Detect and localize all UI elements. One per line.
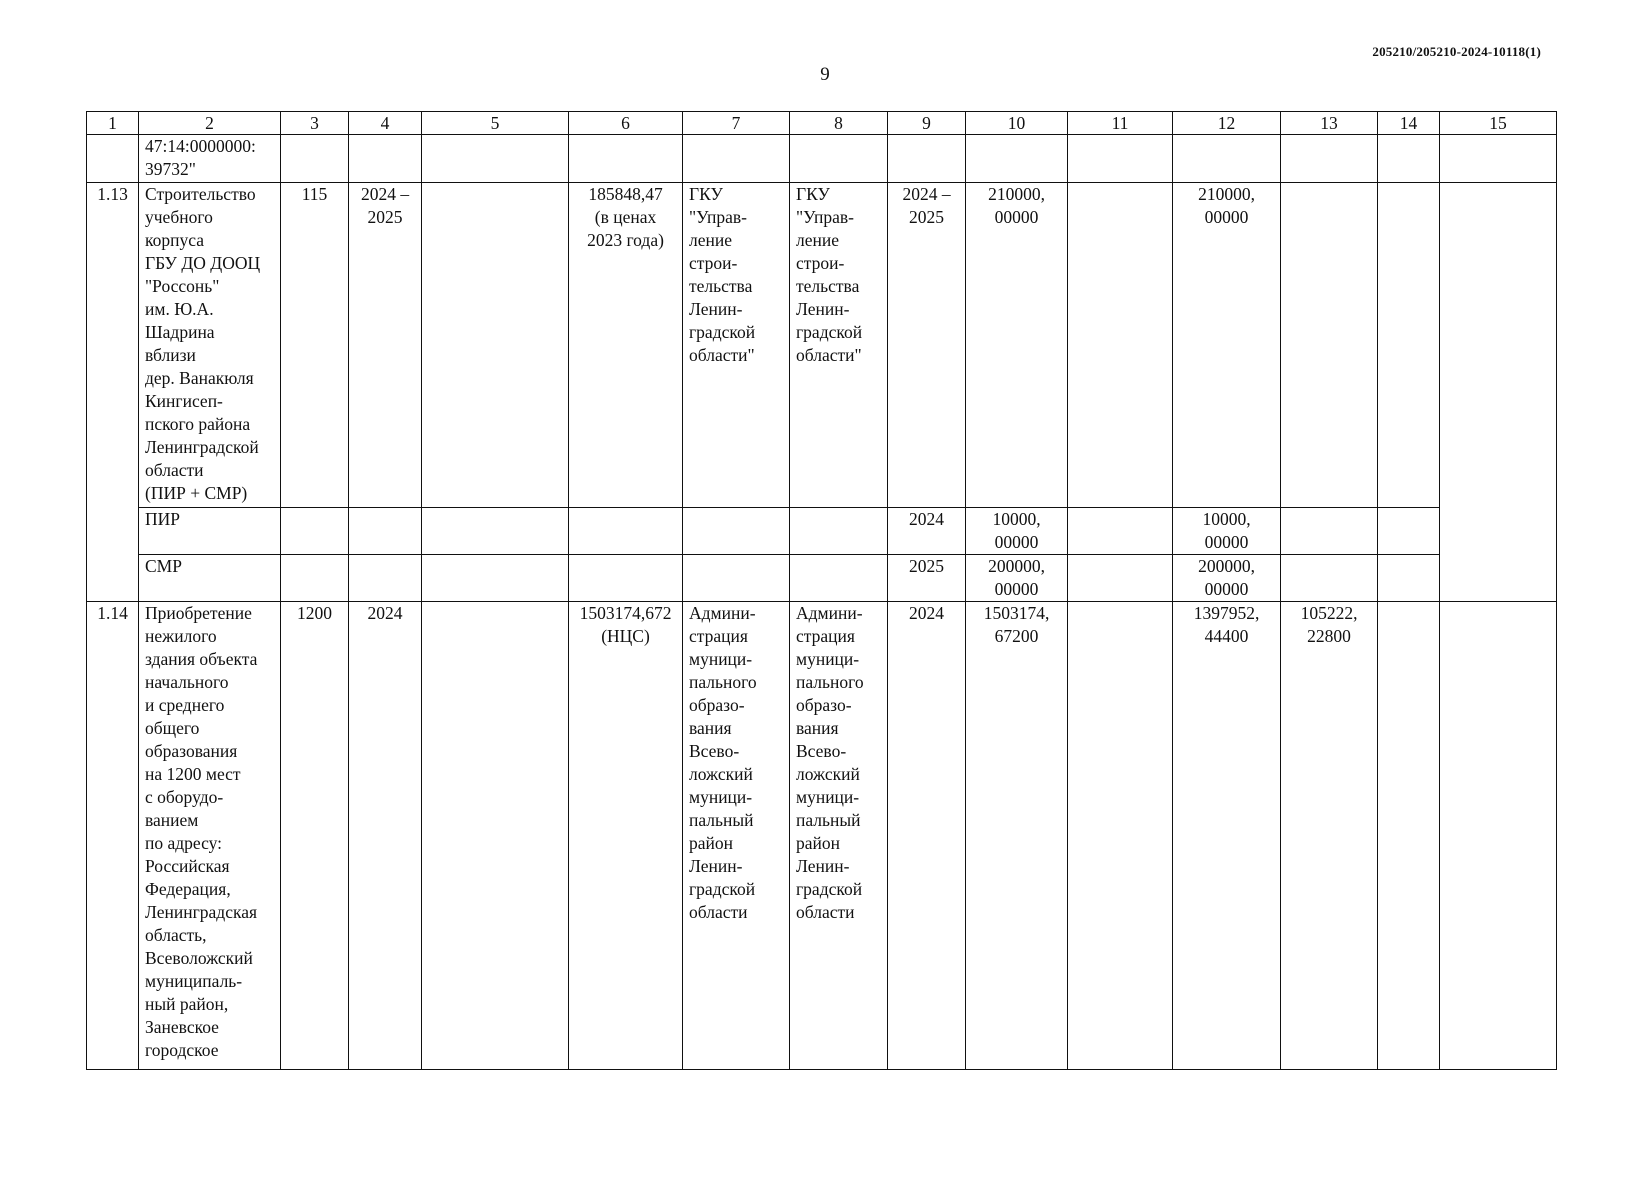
cell (281, 135, 349, 183)
cell (1068, 135, 1173, 183)
column-number: 1 (87, 112, 139, 135)
cell (87, 555, 139, 602)
object-name-cell: 47:14:0000000: 39732" (139, 135, 281, 183)
column-number: 9 (888, 112, 966, 135)
column-number: 11 (1068, 112, 1173, 135)
cell (790, 135, 888, 183)
cell (422, 602, 569, 1070)
cell (1281, 135, 1378, 183)
customer-cell: ГКУ "Управ- ление строи- тельства Ленин- градской области" (683, 183, 790, 508)
cell (1378, 555, 1440, 602)
cell (683, 508, 790, 555)
cell (1378, 183, 1440, 508)
period-cell: 2024 (349, 602, 422, 1070)
cell (1281, 508, 1378, 555)
table-row (87, 602, 1557, 1070)
cell (87, 135, 139, 183)
cell (1440, 183, 1557, 508)
cell (281, 555, 349, 602)
table-row (87, 183, 1557, 508)
cell (683, 135, 790, 183)
row-number-cell: 1.14 (87, 602, 139, 1070)
cell (1378, 508, 1440, 555)
developer-cell: ГКУ "Управ- ление строи- тельства Ленин- градской области" (790, 183, 888, 508)
page-number: 9 (820, 64, 830, 85)
cell (569, 508, 683, 555)
column-number-row (87, 112, 1557, 135)
capacity-cell: 1200 (281, 602, 349, 1070)
capacity-cell: 115 (281, 183, 349, 508)
cell (1281, 183, 1378, 508)
column-number: 10 (966, 112, 1068, 135)
regional-budget-cell: 210000, 00000 (1173, 183, 1281, 508)
data-table (86, 111, 1557, 1070)
total-cell: 10000, 00000 (966, 508, 1068, 555)
total-cell: 1503174, 67200 (966, 602, 1068, 1070)
cell (1440, 602, 1557, 1070)
object-name-cell: Строительство учебного корпуса ГБУ ДО ДООЦ "Россонь" им. Ю.А. Шадрина вблизи дер. Ванакюля Кингисеп- пского района Ленинградской области (ПИР + СМР) (139, 183, 281, 508)
year-cell: 2024 (888, 508, 966, 555)
period-cell: 2024 – 2025 (349, 183, 422, 508)
cell (569, 555, 683, 602)
row-number-cell: 1.13 (87, 183, 139, 508)
year-cell: 2024 – 2025 (888, 183, 966, 508)
column-number: 12 (1173, 112, 1281, 135)
cell (349, 508, 422, 555)
cell (569, 135, 683, 183)
cell (1173, 135, 1281, 183)
total-cell: 200000, 00000 (966, 555, 1068, 602)
cost-cell: 1503174,672 (НЦС) (569, 602, 683, 1070)
cell (1281, 555, 1378, 602)
cell (1440, 508, 1557, 555)
cell (1440, 135, 1557, 183)
cell (790, 508, 888, 555)
stage-label-cell: СМР (139, 555, 281, 602)
cell (349, 555, 422, 602)
cell (1068, 183, 1173, 508)
cell (422, 508, 569, 555)
cell (966, 135, 1068, 183)
cell (281, 508, 349, 555)
regional-budget-cell: 10000, 00000 (1173, 508, 1281, 555)
cell (87, 508, 139, 555)
table-row (87, 135, 1557, 183)
document-id: 205210/205210-2024-10118(1) (1372, 44, 1541, 59)
column-number: 2 (139, 112, 281, 135)
column-number: 7 (683, 112, 790, 135)
column-number: 13 (1281, 112, 1378, 135)
cell (1068, 508, 1173, 555)
cell (422, 135, 569, 183)
cell (888, 135, 966, 183)
cell (422, 555, 569, 602)
column-number: 14 (1378, 112, 1440, 135)
object-name-cell: Приобретение нежилого здания объекта начального и среднего общего образования на 1200 мест с оборудо- ванием по адресу: Российская Федерация, Ленинградская область, Всеволожский муниципаль- ный район, Заневское городское (139, 602, 281, 1070)
table-row (87, 508, 1557, 555)
customer-cell: Админи- страция муници- пального образо- вания Всево- ложский муници- пальный район Ленин- градской области (683, 602, 790, 1070)
stage-label-cell: ПИР (139, 508, 281, 555)
total-cell: 210000, 00000 (966, 183, 1068, 508)
cell (349, 135, 422, 183)
cell (683, 555, 790, 602)
year-cell: 2024 (888, 602, 966, 1070)
cell (1068, 555, 1173, 602)
cell (1440, 555, 1557, 602)
cell (1378, 602, 1440, 1070)
cost-cell: 185848,47 (в ценах 2023 года) (569, 183, 683, 508)
cell (1068, 602, 1173, 1070)
regional-budget-cell: 200000, 00000 (1173, 555, 1281, 602)
developer-cell: Админи- страция муници- пального образо- вания Всево- ложский муници- пальный район Ленин- градской области (790, 602, 888, 1070)
column-number: 3 (281, 112, 349, 135)
local-budget-cell: 105222, 22800 (1281, 602, 1378, 1070)
column-number: 8 (790, 112, 888, 135)
cell (422, 183, 569, 508)
cell (1378, 135, 1440, 183)
column-number: 15 (1440, 112, 1557, 135)
year-cell: 2025 (888, 555, 966, 602)
column-number: 6 (569, 112, 683, 135)
table-row (87, 555, 1557, 602)
regional-budget-cell: 1397952, 44400 (1173, 602, 1281, 1070)
cell (790, 555, 888, 602)
column-number: 5 (422, 112, 569, 135)
column-number: 4 (349, 112, 422, 135)
